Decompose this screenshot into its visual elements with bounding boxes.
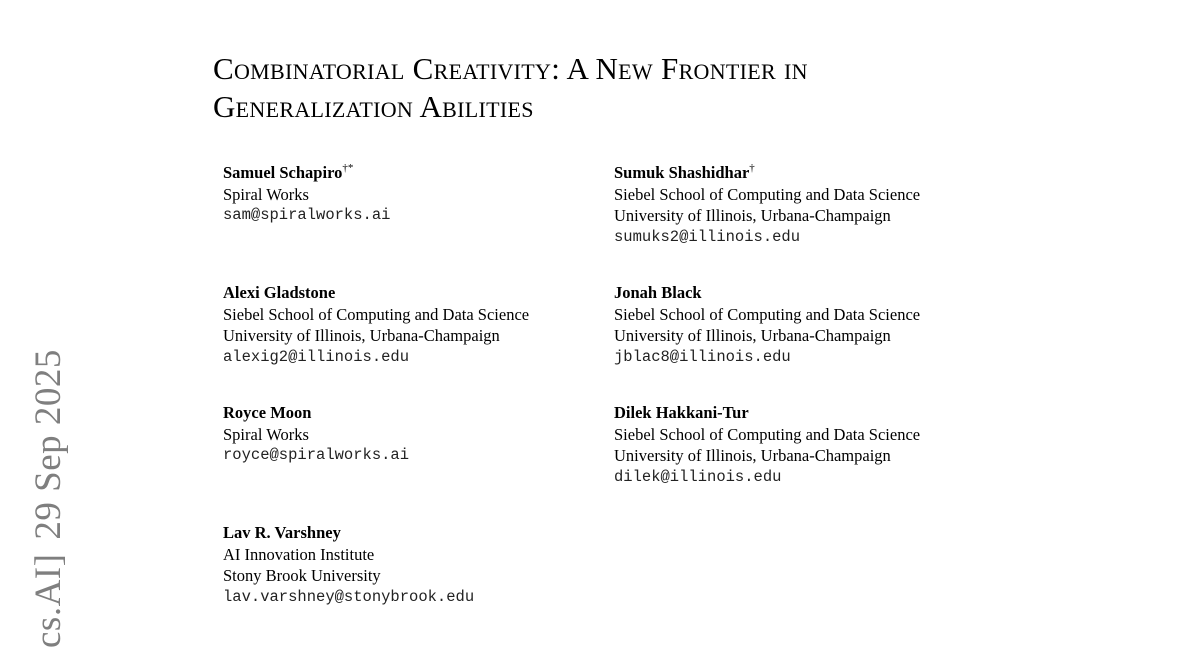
author-affiliation: Siebel School of Computing and Data Science [614,304,921,324]
paper-title [213,50,1033,126]
author-affiliation: University of Illinois, Urbana-Champaign [614,206,891,225]
author-block [223,402,603,467]
author-affiliation: Stony Brook University [223,566,381,585]
author-affiliation: University of Illinois, Urbana-Champaign [614,326,891,345]
author-name: Lav R. Varshney [223,523,341,542]
author-name: Alexi Gladstone [223,283,336,302]
author-email: lav.varshney@stonybrook.edu [223,587,475,606]
author-name: Sumuk Shashidhar† [614,162,755,182]
author-block [223,162,603,227]
author-affiliation: Spiral Works [223,184,309,204]
author-email: dilek@illinois.edu [614,467,782,486]
author-affiliation: University of Illinois, Urbana-Champaign [614,446,891,465]
author-block [223,522,603,608]
author-affiliation: Siebel School of Computing and Data Science [614,424,921,444]
author-affiliation: Siebel School of Computing and Data Science [223,304,530,324]
author-email: alexig2@illinois.edu [223,347,410,366]
author-email: sam@spiralworks.ai [223,206,391,224]
author-name: Jonah Black [614,283,702,302]
author-affiliation: University of Illinois, Urbana-Champaign [223,326,500,345]
author-affiliation: Spiral Works [223,424,309,444]
author-marks: †* [342,162,354,174]
author-email: jblac8@illinois.edu [614,347,791,366]
author-block [223,282,603,368]
arxiv-date: 29 Sep 2025 [28,349,69,540]
author-block [614,162,994,248]
author-email: sumuks2@illinois.edu [614,227,801,246]
author-name: Royce Moon [223,403,312,422]
paper-title-line-1: Combinatorial Creativity: A New Frontier in [213,51,808,86]
author-block [614,282,994,368]
author-email: royce@spiralworks.ai [223,446,410,464]
author-block [614,402,994,488]
author-affiliation: Siebel School of Computing and Data Science [614,184,921,204]
author-marks: † [749,162,755,174]
author-affiliation: AI Innovation Institute [223,544,375,564]
arxiv-category: cs.AI] [28,553,69,648]
author-name: Dilek Hakkani-Tur [614,403,749,422]
arxiv-side-stamp [24,328,74,648]
author-name: Samuel Schapiro†* [223,162,354,182]
paper-title-line-2: Generalization Abilities [213,89,534,124]
